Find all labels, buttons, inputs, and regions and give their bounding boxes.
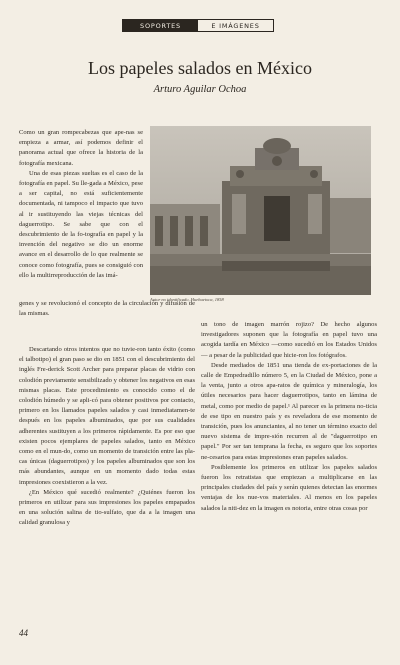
photo-caption: Autor no identificado, Huehuetoca, 1858 bbox=[150, 297, 224, 302]
section-label-right: E IMÁGENES bbox=[198, 20, 273, 31]
article-author: Arturo Aguilar Ochoa bbox=[153, 84, 247, 95]
paragraph: Una de esas piezas sueltas es el caso de la fotografía en papel. Su lle-gada a México, pese a ser capital, no está suficientemente documentada, ni tampoco el impacto que tuvo al ir sustituyendo las viejas técnicas del daguerrotipo. Se sabe que con el descubrimiento de la fo-tografía en papel y la invención del negativo se dio un enorme avance en el desarrollo de lo que realmente se conoce como fotografía, pues se consiguió con ello la multirreproducción de las imá- bbox=[19, 169, 143, 279]
column-2 bbox=[201, 320, 377, 514]
paragraph: Descartando otros intentos que no tuvie-ron tanto éxito (como el talbotipo) el gran paso se dio en 1851 con el descubrimiento del inglés Fre-derick Scott Archer para preparar placas de vidrio con colodión previamente sensibilizado y obtener los negativos en esas mismas placas. Este procedimiento es conocido como el de colodión húmedo y se apli-có para obtener positivos por contacto, primero en los llamados papeles salados y casi inmediatamen-te después en los papeles albuminados, que por sus cualidades adherentes sustituyen a los primeros rápidamente. Es por eso que existen pocos ejemplares de papeles salados, tanto en México como en el mun-do, como un momento de transición entre las pla-cas únicas (daguerrotipos) y los papeles albuminados que son los más abundantes, aunque en un momento dado todas estas impresiones coexistieron a la vez. bbox=[19, 346, 195, 486]
paragraph: Desde mediados de 1851 una tienda de ex-portaciones de la calle de Empedradillo número 5, en la Ciudad de México, pone a la venta, junto a otros apa-ratos de química y mineralogía, los útiles necesarios para hacer daguerrotipos, tanto en lámina de metal, como por medio de papel.¹ Al parecer es la primera no-ticia de ese tipo en nuestro país y es reveladora de ese momento de transición, pues los anunciantes, al no tener un término exacto del nuevo sistema de impre-sión recurren al de "daguerrotipo en papel." Por ser tan temprana la fecha, es seguro que los soportes ne-cesarios para estas impresiones eran papeles salados. bbox=[201, 361, 377, 461]
paragraph: Posiblemente los primeros en utilizar los papeles salados fueron los retratistas que empiezan a multiplicarse en las principales ciudades del país y serán quienes detectan las enormes ventajas de los nue-vos materiales. Al menos en los papeles salados la niti-dez en la imagen es notoria, entre otras cosas por bbox=[201, 463, 377, 512]
column-1-bottom bbox=[19, 345, 195, 529]
paragraph: genes y se revolucionó el concepto de la circulación y difusión de las mismas. bbox=[19, 300, 195, 318]
page-number: 44 bbox=[19, 628, 28, 638]
section-header bbox=[122, 19, 274, 32]
paragraph: ¿En México qué sucedió realmente? ¿Quiénes fueron los primeros en utilizar para sus impresiones los papeles empapados en una solución salina de tio-sulfato, que da a la imagen una calidad granulosa y bbox=[19, 488, 195, 527]
article-title: Los papeles salados en México bbox=[88, 58, 312, 78]
column-1-continuation bbox=[19, 299, 195, 319]
column-1-top bbox=[19, 128, 143, 281]
paragraph: un tono de imagen marrón rojizo? De hecho algunos investigadores suponen que la fotografía en papel tuvo una acogida tardía en México —como sucedió en los Estados Unidos— a pesar de la publicidad que hicie-ron los fotógrafos. bbox=[201, 321, 377, 359]
fountain-photo-image bbox=[150, 126, 371, 295]
paragraph: Como un gran rompecabezas que ape-nas se empieza a armar, así podemos definir el panorama actual que ofrece la historia de la fotografía mexicana. bbox=[19, 129, 143, 167]
historical-photograph bbox=[150, 126, 371, 295]
section-label-left: SOPORTES bbox=[123, 20, 198, 31]
